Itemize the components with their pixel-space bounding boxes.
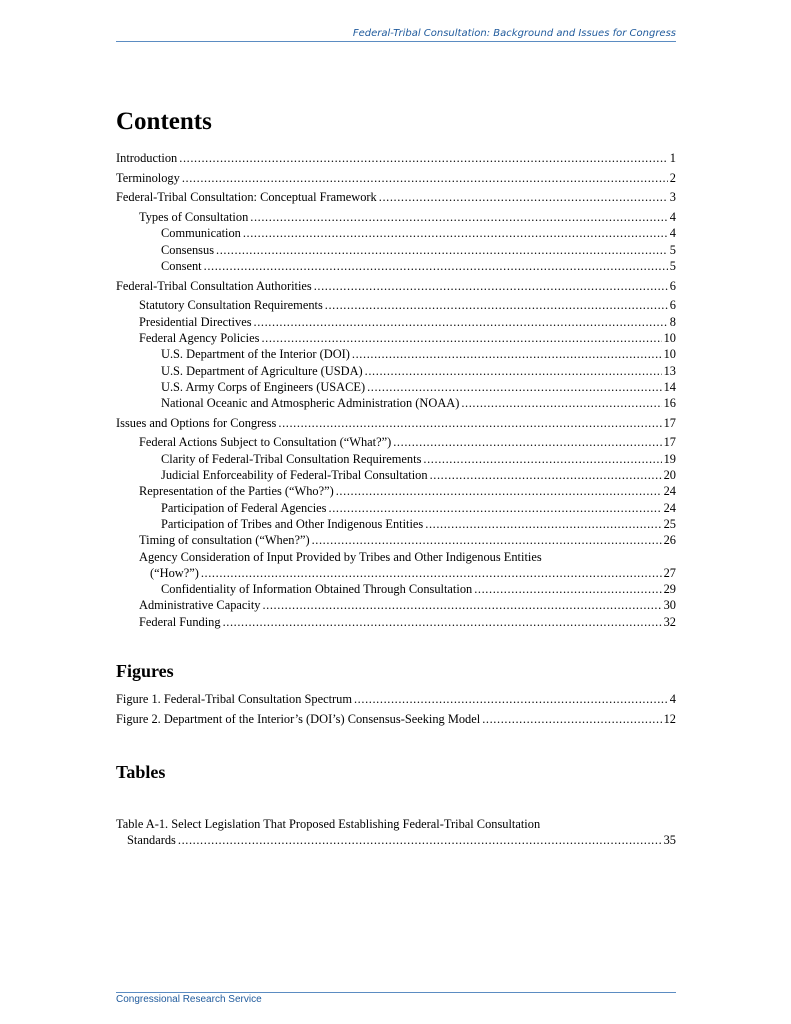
- toc-entry-federal-agencies-participation[interactable]: Participation of Federal Agencies ..... 24: [116, 500, 676, 516]
- toc-entry-representation[interactable]: Representation of the Parties (“Who?”) ..... 24: [116, 483, 676, 499]
- toc-entry-agency-policies[interactable]: Federal Agency Policies ..... 10: [116, 330, 676, 346]
- figure-entry-2[interactable]: Figure 2. Department of the Interior’s (DOI’s) Consensus-Seeking Model ..... 12: [116, 711, 676, 727]
- footer-rule: [116, 992, 676, 993]
- tables-heading: Tables: [116, 762, 166, 782]
- figures-list: [116, 691, 676, 727]
- toc-entry-statutory-requirements[interactable]: Statutory Consultation Requirements ..... 6: [116, 297, 676, 313]
- toc-entry-agency-consideration-cont[interactable]: (“How?”) ..... 27: [116, 565, 676, 581]
- running-header: Federal-Tribal Consultation: Background and Issues for Congress: [352, 28, 676, 39]
- table-entry-a1[interactable]: Table A-1. Select Legislation That Proposed Establishing Federal-Tribal Consultation: [116, 817, 541, 831]
- toc-entry-introduction[interactable]: Introduction ..... 1: [116, 150, 676, 166]
- toc-entry-federal-funding[interactable]: Federal Funding ..... 32: [116, 614, 676, 630]
- toc-entry-clarity[interactable]: Clarity of Federal-Tribal Consultation Requirements ..... 19: [116, 451, 676, 467]
- toc-entry-consensus[interactable]: Consensus ..... 5: [116, 242, 676, 258]
- toc-entry-noaa[interactable]: National Oceanic and Atmospheric Administration (NOAA) ..... 16: [116, 395, 676, 411]
- contents-list: [116, 150, 676, 630]
- toc-entry-agency-consideration[interactable]: Agency Consideration of Input Provided by Tribes and Other Indigenous Entities: [139, 549, 542, 564]
- toc-entry-terminology[interactable]: Terminology ..... 2: [116, 170, 676, 186]
- figure-entry-1[interactable]: Figure 1. Federal-Tribal Consultation Spectrum ..... 4: [116, 691, 676, 707]
- toc-entry-tribes-participation[interactable]: Participation of Tribes and Other Indigenous Entities ..... 25: [116, 516, 676, 532]
- toc-entry-conceptual-framework[interactable]: Federal-Tribal Consultation: Conceptual Framework ..... 3: [116, 189, 676, 205]
- tables-list: [116, 816, 676, 849]
- toc-entry-administrative-capacity[interactable]: Administrative Capacity ..... 30: [116, 597, 676, 613]
- toc-entry-types-of-consultation[interactable]: Types of Consultation ..... 4: [116, 209, 676, 225]
- toc-entry-usace[interactable]: U.S. Army Corps of Engineers (USACE) ..... 14: [116, 379, 676, 395]
- toc-entry-presidential-directives[interactable]: Presidential Directives ..... 8: [116, 314, 676, 330]
- toc-entry-usda[interactable]: U.S. Department of Agriculture (USDA) ..... 13: [116, 363, 676, 379]
- toc-entry-timing[interactable]: Timing of consultation (“When?”) ..... 26: [116, 532, 676, 548]
- toc-entry-consent[interactable]: Consent ..... 5: [116, 258, 676, 274]
- table-entry-a1-cont[interactable]: Standards ..... 35: [116, 832, 676, 848]
- toc-entry-consultation-authorities[interactable]: Federal-Tribal Consultation Authorities ..... 6: [116, 278, 676, 294]
- toc-entry-communication[interactable]: Communication ..... 4: [116, 225, 676, 241]
- toc-entry-confidentiality[interactable]: Confidentiality of Information Obtained Through Consultation ..... 29: [116, 581, 676, 597]
- toc-entry-federal-actions[interactable]: Federal Actions Subject to Consultation (“What?”) ..... 17: [116, 434, 676, 450]
- figures-heading: Figures: [116, 661, 174, 681]
- contents-heading: Contents: [116, 108, 212, 135]
- toc-entry-issues-and-options[interactable]: Issues and Options for Congress ..... 17: [116, 415, 676, 431]
- toc-entry-doi[interactable]: U.S. Department of the Interior (DOI) ..... 10: [116, 346, 676, 362]
- toc-entry-judicial-enforceability[interactable]: Judicial Enforceability of Federal-Tribal Consultation ..... 20: [116, 467, 676, 483]
- header-rule: [116, 41, 676, 42]
- footer-publisher: Congressional Research Service: [116, 994, 262, 1005]
